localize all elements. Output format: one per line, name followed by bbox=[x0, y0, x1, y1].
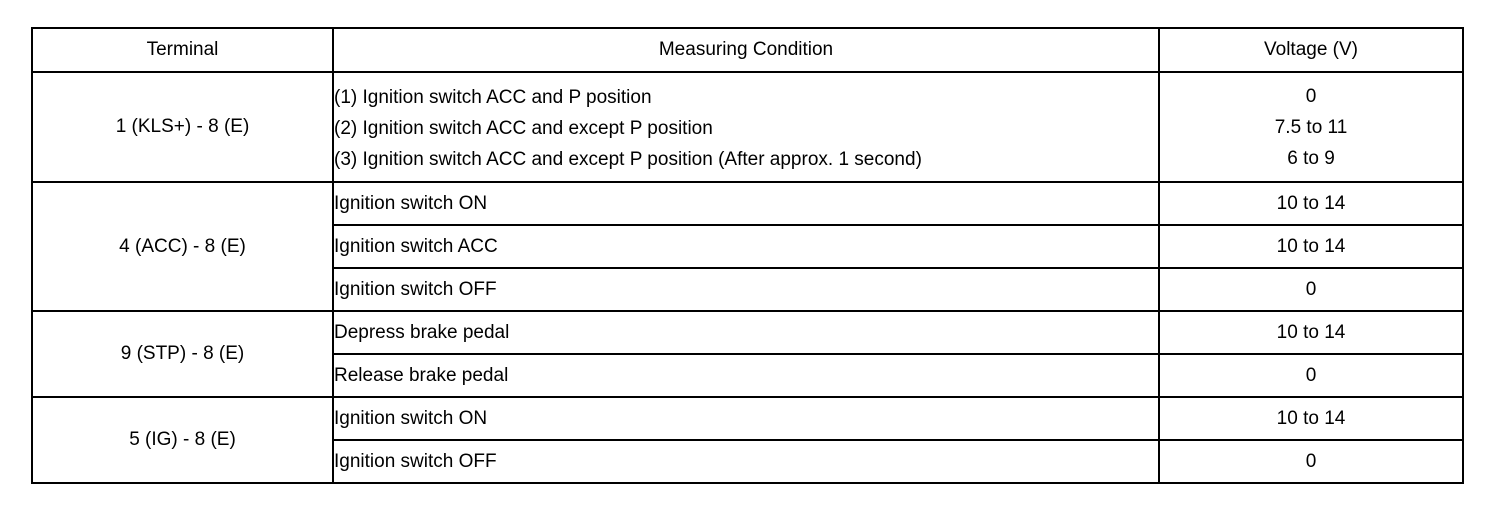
terminal-cell: 9 (STP) - 8 (E) bbox=[32, 311, 333, 397]
condition-cell: Ignition switch ACC bbox=[333, 225, 1159, 268]
table-row bbox=[32, 182, 1463, 225]
terminal-cell: 4 (ACC) - 8 (E) bbox=[32, 182, 333, 311]
voltage-cell: 0 bbox=[1159, 268, 1463, 311]
condition-cell: Ignition switch OFF bbox=[333, 268, 1159, 311]
header-row bbox=[32, 28, 1463, 72]
terminal-cell: 1 (KLS+) - 8 (E) bbox=[32, 72, 333, 182]
terminal-cell: 5 (IG) - 8 (E) bbox=[32, 397, 333, 483]
header-terminal: Terminal bbox=[32, 28, 333, 72]
voltage-cell: 10 to 14 bbox=[1159, 397, 1463, 440]
header-voltage: Voltage (V) bbox=[1159, 28, 1463, 72]
condition-cell: Ignition switch ON bbox=[333, 182, 1159, 225]
table-row bbox=[32, 72, 1463, 182]
voltage-cell: 10 to 14 bbox=[1159, 182, 1463, 225]
voltage-line: 0 bbox=[1305, 85, 1317, 107]
condition-cell: Ignition switch ON bbox=[333, 397, 1159, 440]
terminal-voltage-table bbox=[31, 27, 1464, 484]
condition-cell: Depress brake pedal bbox=[333, 311, 1159, 354]
table-row bbox=[32, 397, 1463, 440]
voltage-cell: 0 bbox=[1159, 440, 1463, 483]
voltage-line: 6 to 9 bbox=[1287, 147, 1335, 169]
voltage-cell: 10 to 14 bbox=[1159, 311, 1463, 354]
voltage-line: 7.5 to 11 bbox=[1274, 116, 1348, 138]
voltage-cell: 10 to 14 bbox=[1159, 225, 1463, 268]
condition-line: (3) Ignition switch ACC and except P position (After approx. 1 second) bbox=[334, 148, 922, 170]
condition-cell: Release brake pedal bbox=[333, 354, 1159, 397]
header-measuring-condition: Measuring Condition bbox=[333, 28, 1159, 72]
condition-line: (1) Ignition switch ACC and P position bbox=[334, 86, 652, 108]
table-row bbox=[32, 311, 1463, 354]
condition-cell: Ignition switch OFF bbox=[333, 440, 1159, 483]
voltage-cell: 0 bbox=[1159, 354, 1463, 397]
voltage-cell bbox=[1159, 72, 1463, 182]
condition-line: (2) Ignition switch ACC and except P position bbox=[334, 117, 713, 139]
condition-cell bbox=[333, 72, 1159, 182]
